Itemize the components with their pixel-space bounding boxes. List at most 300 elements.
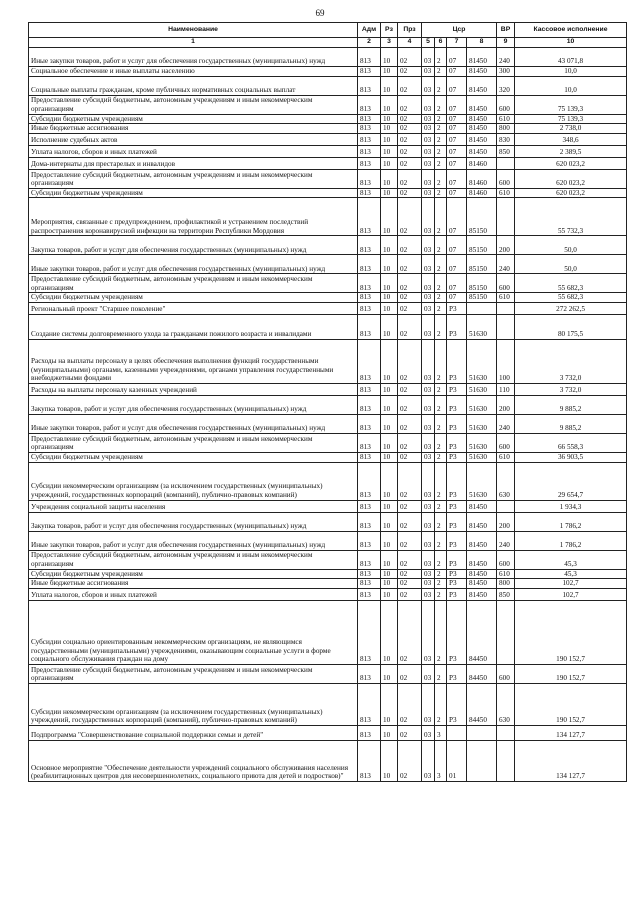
row-vr: 610 bbox=[497, 188, 515, 198]
row-name: Субсидии бюджетным учреждениям bbox=[29, 569, 358, 579]
table-row bbox=[29, 48, 627, 67]
table-row bbox=[29, 740, 627, 781]
row-csr-3: 07 bbox=[447, 198, 467, 236]
table-row bbox=[29, 600, 627, 664]
row-rz: 10 bbox=[381, 302, 398, 314]
row-csr-2: 2 bbox=[435, 67, 447, 77]
row-rz: 10 bbox=[381, 169, 398, 188]
row-csr-4: 81450 bbox=[467, 124, 497, 134]
row-vr: 610 bbox=[497, 569, 515, 579]
row-vr bbox=[497, 157, 515, 169]
row-csr-2: 2 bbox=[435, 664, 447, 683]
row-csr-1: 03 bbox=[422, 169, 435, 188]
row-adm: 813 bbox=[358, 414, 381, 433]
row-prz: 02 bbox=[398, 569, 422, 579]
row-name: Предоставление субсидий бюджетным, автономным учреждениям и иным некоммерческим организациям bbox=[29, 169, 358, 188]
row-amount: 10,0 bbox=[515, 76, 627, 95]
column-number-row bbox=[29, 38, 627, 48]
row-name: Закупка товаров, работ и услуг для обеспечения государственных (муниципальных) нужд bbox=[29, 236, 358, 255]
row-vr: 200 bbox=[497, 512, 515, 531]
row-prz: 02 bbox=[398, 550, 422, 569]
row-vr: 600 bbox=[497, 169, 515, 188]
row-csr-2: 2 bbox=[435, 198, 447, 236]
row-csr-2: 2 bbox=[435, 255, 447, 274]
row-csr-2: 2 bbox=[435, 274, 447, 293]
row-csr-1: 03 bbox=[422, 76, 435, 95]
row-prz: 02 bbox=[398, 293, 422, 303]
row-amount: 272 262,5 bbox=[515, 302, 627, 314]
row-csr-1: 03 bbox=[422, 274, 435, 293]
row-csr-1: 03 bbox=[422, 740, 435, 781]
row-name: Расходы на выплаты персоналу казенных учреждений bbox=[29, 383, 358, 395]
row-csr-2: 2 bbox=[435, 531, 447, 550]
col-header-adm: Адм bbox=[358, 23, 381, 38]
row-amount: 190 152,7 bbox=[515, 683, 627, 725]
row-adm: 813 bbox=[358, 383, 381, 395]
row-rz: 10 bbox=[381, 314, 398, 339]
row-csr-2: 2 bbox=[435, 169, 447, 188]
row-csr-3: P3 bbox=[447, 433, 467, 452]
row-prz: 02 bbox=[398, 302, 422, 314]
row-vr: 600 bbox=[497, 274, 515, 293]
row-adm: 813 bbox=[358, 550, 381, 569]
row-name: Субсидии бюджетным учреждениям bbox=[29, 293, 358, 303]
table-row bbox=[29, 145, 627, 157]
row-name: Предоставление субсидий бюджетным, автономным учреждениям и иным некоммерческим организациям bbox=[29, 664, 358, 683]
row-name: Дома-интернаты для престарелых и инвалидов bbox=[29, 157, 358, 169]
row-rz: 10 bbox=[381, 124, 398, 134]
row-csr-4: 81450 bbox=[467, 569, 497, 579]
row-vr bbox=[497, 500, 515, 512]
row-csr-4: 81460 bbox=[467, 169, 497, 188]
row-csr-1: 03 bbox=[422, 293, 435, 303]
row-csr-4: 85150 bbox=[467, 274, 497, 293]
row-csr-4: 81450 bbox=[467, 588, 497, 600]
row-rz: 10 bbox=[381, 725, 398, 740]
col-number: 5 bbox=[422, 38, 435, 48]
row-csr-1: 03 bbox=[422, 579, 435, 589]
row-vr bbox=[497, 740, 515, 781]
row-csr-1: 03 bbox=[422, 383, 435, 395]
row-csr-1: 03 bbox=[422, 531, 435, 550]
row-vr: 320 bbox=[497, 76, 515, 95]
row-rz: 10 bbox=[381, 48, 398, 67]
row-rz: 10 bbox=[381, 133, 398, 145]
row-amount: 55 732,3 bbox=[515, 198, 627, 236]
table-row bbox=[29, 302, 627, 314]
row-adm: 813 bbox=[358, 114, 381, 124]
row-adm: 813 bbox=[358, 314, 381, 339]
col-number: 6 bbox=[435, 38, 447, 48]
row-amount: 102,7 bbox=[515, 579, 627, 589]
row-adm: 813 bbox=[358, 48, 381, 67]
row-csr-4: 81450 bbox=[467, 67, 497, 77]
row-amount: 9 885,2 bbox=[515, 395, 627, 414]
row-vr: 600 bbox=[497, 550, 515, 569]
row-amount: 43 071,8 bbox=[515, 48, 627, 67]
row-csr-4: 81450 bbox=[467, 531, 497, 550]
row-csr-4: 85150 bbox=[467, 255, 497, 274]
row-csr-3: P3 bbox=[447, 664, 467, 683]
row-csr-3: 07 bbox=[447, 95, 467, 114]
row-name: Учреждения социальной защиты населения bbox=[29, 500, 358, 512]
row-csr-2: 2 bbox=[435, 133, 447, 145]
row-adm: 813 bbox=[358, 133, 381, 145]
row-adm: 813 bbox=[358, 76, 381, 95]
row-rz: 10 bbox=[381, 383, 398, 395]
row-csr-4: 85150 bbox=[467, 293, 497, 303]
row-vr: 610 bbox=[497, 452, 515, 462]
row-prz: 02 bbox=[398, 236, 422, 255]
row-csr-2: 2 bbox=[435, 500, 447, 512]
row-adm: 813 bbox=[358, 569, 381, 579]
row-adm: 813 bbox=[358, 600, 381, 664]
row-csr-3: 07 bbox=[447, 236, 467, 255]
row-csr-1: 03 bbox=[422, 569, 435, 579]
row-csr-3: 07 bbox=[447, 255, 467, 274]
row-rz: 10 bbox=[381, 600, 398, 664]
row-csr-2: 3 bbox=[435, 740, 447, 781]
row-csr-1: 03 bbox=[422, 550, 435, 569]
row-csr-1: 03 bbox=[422, 188, 435, 198]
row-rz: 10 bbox=[381, 198, 398, 236]
row-vr: 300 bbox=[497, 67, 515, 77]
row-prz: 02 bbox=[398, 725, 422, 740]
row-csr-1: 03 bbox=[422, 512, 435, 531]
row-adm: 813 bbox=[358, 169, 381, 188]
row-vr: 110 bbox=[497, 383, 515, 395]
row-amount: 620 023,2 bbox=[515, 157, 627, 169]
row-csr-4: 81450 bbox=[467, 48, 497, 67]
col-header-prz: Прз bbox=[398, 23, 422, 38]
row-rz: 10 bbox=[381, 395, 398, 414]
row-csr-2: 2 bbox=[435, 314, 447, 339]
row-csr-3 bbox=[447, 725, 467, 740]
row-csr-2: 2 bbox=[435, 512, 447, 531]
row-csr-1: 03 bbox=[422, 339, 435, 383]
table-row bbox=[29, 664, 627, 683]
row-adm: 813 bbox=[358, 339, 381, 383]
table-row bbox=[29, 76, 627, 95]
row-vr bbox=[497, 302, 515, 314]
row-csr-2: 2 bbox=[435, 579, 447, 589]
row-csr-1: 03 bbox=[422, 414, 435, 433]
row-csr-3: P3 bbox=[447, 462, 467, 500]
row-adm: 813 bbox=[358, 588, 381, 600]
row-rz: 10 bbox=[381, 145, 398, 157]
row-name: Предоставление субсидий бюджетным, автономным учреждениям и иным некоммерческим организациям bbox=[29, 274, 358, 293]
row-rz: 10 bbox=[381, 512, 398, 531]
table-row bbox=[29, 114, 627, 124]
row-name: Иные закупки товаров, работ и услуг для обеспечения государственных (муниципальных) нужд bbox=[29, 531, 358, 550]
row-csr-3: P3 bbox=[447, 512, 467, 531]
row-rz: 10 bbox=[381, 588, 398, 600]
table-row bbox=[29, 95, 627, 114]
row-adm: 813 bbox=[358, 188, 381, 198]
row-vr bbox=[497, 314, 515, 339]
row-csr-4 bbox=[467, 725, 497, 740]
row-vr: 850 bbox=[497, 588, 515, 600]
row-csr-2: 2 bbox=[435, 600, 447, 664]
row-csr-1: 03 bbox=[422, 600, 435, 664]
row-adm: 813 bbox=[358, 452, 381, 462]
table-row bbox=[29, 188, 627, 198]
row-amount: 2 738,0 bbox=[515, 124, 627, 134]
table-row bbox=[29, 198, 627, 236]
row-csr-4: 51630 bbox=[467, 339, 497, 383]
row-csr-4: 81450 bbox=[467, 579, 497, 589]
row-csr-4: 81460 bbox=[467, 188, 497, 198]
row-csr-2: 2 bbox=[435, 114, 447, 124]
row-vr: 800 bbox=[497, 579, 515, 589]
row-name: Закупка товаров, работ и услуг для обеспечения государственных (муниципальных) нужд bbox=[29, 395, 358, 414]
row-name: Субсидии некоммерческим организациям (за исключением государственных (муниципальных) учреждений, государственных корпораций (компаний), публично-правовых компаний) bbox=[29, 683, 358, 725]
row-csr-4: 51630 bbox=[467, 462, 497, 500]
row-csr-4: 81450 bbox=[467, 95, 497, 114]
row-vr: 610 bbox=[497, 114, 515, 124]
row-amount: 75 139,3 bbox=[515, 95, 627, 114]
row-prz: 02 bbox=[398, 124, 422, 134]
row-csr-2: 2 bbox=[435, 550, 447, 569]
row-csr-4: 81450 bbox=[467, 114, 497, 124]
table-row bbox=[29, 452, 627, 462]
row-csr-2: 3 bbox=[435, 725, 447, 740]
row-csr-3: P3 bbox=[447, 314, 467, 339]
row-csr-4: 81450 bbox=[467, 76, 497, 95]
col-number: 9 bbox=[497, 38, 515, 48]
row-csr-4: 85150 bbox=[467, 198, 497, 236]
row-amount: 10,0 bbox=[515, 67, 627, 77]
row-csr-3: 07 bbox=[447, 274, 467, 293]
row-amount: 55 682,3 bbox=[515, 274, 627, 293]
row-prz: 02 bbox=[398, 255, 422, 274]
row-csr-3: 07 bbox=[447, 145, 467, 157]
row-csr-1: 03 bbox=[422, 314, 435, 339]
row-csr-4: 51630 bbox=[467, 383, 497, 395]
row-vr: 240 bbox=[497, 255, 515, 274]
row-vr bbox=[497, 725, 515, 740]
row-amount: 45,3 bbox=[515, 569, 627, 579]
row-adm: 813 bbox=[358, 500, 381, 512]
row-name: Региональный проект "Старшее поколение" bbox=[29, 302, 358, 314]
col-header-rz: Рз bbox=[381, 23, 398, 38]
row-csr-4: 81450 bbox=[467, 550, 497, 569]
row-csr-4: 84450 bbox=[467, 683, 497, 725]
row-amount: 620 023,2 bbox=[515, 188, 627, 198]
row-rz: 10 bbox=[381, 67, 398, 77]
row-prz: 02 bbox=[398, 664, 422, 683]
row-adm: 813 bbox=[358, 95, 381, 114]
row-csr-1: 03 bbox=[422, 588, 435, 600]
row-name: Расходы на выплаты персоналу в целях обеспечения выполнения функций государственными (муниципальными) органами, казенными учреждениями, органами управления государственными внебюджетными фондами bbox=[29, 339, 358, 383]
col-header-amount: Кассовое исполнение bbox=[515, 23, 627, 38]
row-csr-1: 03 bbox=[422, 433, 435, 452]
row-csr-1: 03 bbox=[422, 198, 435, 236]
row-name: Иные бюджетные ассигнования bbox=[29, 579, 358, 589]
row-csr-2: 2 bbox=[435, 236, 447, 255]
row-csr-3: 07 bbox=[447, 114, 467, 124]
row-rz: 10 bbox=[381, 531, 398, 550]
row-name: Субсидии некоммерческим организациям (за исключением государственных (муниципальных) учреждений, государственных корпораций (компаний), публично-правовых компаний) bbox=[29, 462, 358, 500]
row-csr-2: 2 bbox=[435, 683, 447, 725]
row-vr: 850 bbox=[497, 145, 515, 157]
row-rz: 10 bbox=[381, 255, 398, 274]
row-rz: 10 bbox=[381, 76, 398, 95]
row-csr-4: 81450 bbox=[467, 500, 497, 512]
row-csr-4: 85150 bbox=[467, 236, 497, 255]
table-row bbox=[29, 395, 627, 414]
table-row bbox=[29, 500, 627, 512]
row-vr: 200 bbox=[497, 395, 515, 414]
row-adm: 813 bbox=[358, 302, 381, 314]
table-row bbox=[29, 531, 627, 550]
row-rz: 10 bbox=[381, 462, 398, 500]
row-csr-3: P3 bbox=[447, 569, 467, 579]
row-csr-1: 03 bbox=[422, 395, 435, 414]
row-csr-2: 2 bbox=[435, 339, 447, 383]
row-csr-3: P3 bbox=[447, 588, 467, 600]
row-amount: 66 558,3 bbox=[515, 433, 627, 452]
row-csr-4: 51630 bbox=[467, 452, 497, 462]
row-csr-2: 2 bbox=[435, 48, 447, 67]
row-prz: 02 bbox=[398, 588, 422, 600]
table-row bbox=[29, 169, 627, 188]
row-adm: 813 bbox=[358, 725, 381, 740]
table-row bbox=[29, 124, 627, 134]
row-prz: 02 bbox=[398, 145, 422, 157]
table-row bbox=[29, 588, 627, 600]
table-row bbox=[29, 433, 627, 452]
row-csr-2: 2 bbox=[435, 395, 447, 414]
row-rz: 10 bbox=[381, 274, 398, 293]
row-vr: 600 bbox=[497, 664, 515, 683]
row-name: Социальные выплаты гражданам, кроме публичных нормативных социальных выплат bbox=[29, 76, 358, 95]
row-rz: 10 bbox=[381, 95, 398, 114]
row-rz: 10 bbox=[381, 293, 398, 303]
row-csr-1: 03 bbox=[422, 462, 435, 500]
row-csr-3: 07 bbox=[447, 188, 467, 198]
row-amount: 29 654,7 bbox=[515, 462, 627, 500]
row-adm: 813 bbox=[358, 157, 381, 169]
row-csr-4: 84450 bbox=[467, 664, 497, 683]
row-csr-3: 07 bbox=[447, 157, 467, 169]
table-row bbox=[29, 236, 627, 255]
row-rz: 10 bbox=[381, 579, 398, 589]
row-csr-1: 03 bbox=[422, 236, 435, 255]
row-adm: 813 bbox=[358, 198, 381, 236]
row-prz: 02 bbox=[398, 579, 422, 589]
row-adm: 813 bbox=[358, 664, 381, 683]
col-number: 10 bbox=[515, 38, 627, 48]
table-row bbox=[29, 339, 627, 383]
row-csr-3: P3 bbox=[447, 383, 467, 395]
row-csr-4 bbox=[467, 302, 497, 314]
row-csr-3: P3 bbox=[447, 600, 467, 664]
row-csr-3: P3 bbox=[447, 395, 467, 414]
row-csr-2: 2 bbox=[435, 188, 447, 198]
row-prz: 02 bbox=[398, 433, 422, 452]
row-csr-3: 07 bbox=[447, 124, 467, 134]
row-prz: 02 bbox=[398, 76, 422, 95]
row-csr-4 bbox=[467, 740, 497, 781]
header-row bbox=[29, 23, 627, 38]
table-row bbox=[29, 579, 627, 589]
row-csr-3: 07 bbox=[447, 67, 467, 77]
row-csr-1: 03 bbox=[422, 114, 435, 124]
table-row bbox=[29, 383, 627, 395]
row-amount: 1 934,3 bbox=[515, 500, 627, 512]
row-adm: 813 bbox=[358, 274, 381, 293]
row-name: Иные закупки товаров, работ и услуг для обеспечения государственных (муниципальных) нужд bbox=[29, 255, 358, 274]
row-amount: 134 127,7 bbox=[515, 740, 627, 781]
col-header-csr: Цср bbox=[422, 23, 497, 38]
row-amount: 50,0 bbox=[515, 255, 627, 274]
row-csr-1: 03 bbox=[422, 302, 435, 314]
table-row bbox=[29, 157, 627, 169]
row-csr-3: P3 bbox=[447, 302, 467, 314]
row-prz: 02 bbox=[398, 67, 422, 77]
row-prz: 02 bbox=[398, 133, 422, 145]
table-row bbox=[29, 414, 627, 433]
row-adm: 813 bbox=[358, 67, 381, 77]
row-csr-3: 07 bbox=[447, 293, 467, 303]
row-csr-2: 2 bbox=[435, 76, 447, 95]
col-number: 3 bbox=[381, 38, 398, 48]
row-adm: 813 bbox=[358, 433, 381, 452]
row-amount: 190 152,7 bbox=[515, 600, 627, 664]
col-number: 4 bbox=[398, 38, 422, 48]
row-name: Иные закупки товаров, работ и услуг для обеспечения государственных (муниципальных) нужд bbox=[29, 414, 358, 433]
row-csr-4: 81450 bbox=[467, 133, 497, 145]
row-amount: 3 732,0 bbox=[515, 339, 627, 383]
row-csr-3: 07 bbox=[447, 133, 467, 145]
table-row bbox=[29, 255, 627, 274]
row-vr: 600 bbox=[497, 95, 515, 114]
row-csr-1: 03 bbox=[422, 95, 435, 114]
table-row bbox=[29, 293, 627, 303]
row-amount: 1 786,2 bbox=[515, 512, 627, 531]
row-csr-2: 2 bbox=[435, 452, 447, 462]
row-prz: 02 bbox=[398, 383, 422, 395]
row-amount: 36 903,5 bbox=[515, 452, 627, 462]
row-prz: 02 bbox=[398, 512, 422, 531]
row-name: Подпрограмма "Совершенствование социальной поддержки семьи и детей" bbox=[29, 725, 358, 740]
row-vr: 630 bbox=[497, 462, 515, 500]
row-prz: 02 bbox=[398, 157, 422, 169]
row-prz: 02 bbox=[398, 462, 422, 500]
row-vr: 600 bbox=[497, 433, 515, 452]
row-vr: 800 bbox=[497, 124, 515, 134]
row-name: Создание системы долговременного ухода за гражданами пожилого возраста и инвалидами bbox=[29, 314, 358, 339]
row-csr-3: P3 bbox=[447, 414, 467, 433]
row-rz: 10 bbox=[381, 114, 398, 124]
row-adm: 813 bbox=[358, 395, 381, 414]
row-name: Уплата налогов, сборов и иных платежей bbox=[29, 588, 358, 600]
row-csr-3: P3 bbox=[447, 500, 467, 512]
row-amount: 45,3 bbox=[515, 550, 627, 569]
row-prz: 02 bbox=[398, 48, 422, 67]
row-adm: 813 bbox=[358, 236, 381, 255]
row-rz: 10 bbox=[381, 188, 398, 198]
row-csr-3: 01 bbox=[447, 740, 467, 781]
row-prz: 02 bbox=[398, 531, 422, 550]
row-vr: 830 bbox=[497, 133, 515, 145]
row-csr-1: 03 bbox=[422, 157, 435, 169]
row-csr-1: 03 bbox=[422, 452, 435, 462]
page-number: 69 bbox=[315, 8, 325, 18]
row-name: Иные закупки товаров, работ и услуг для обеспечения государственных (муниципальных) нужд bbox=[29, 48, 358, 67]
row-vr bbox=[497, 600, 515, 664]
